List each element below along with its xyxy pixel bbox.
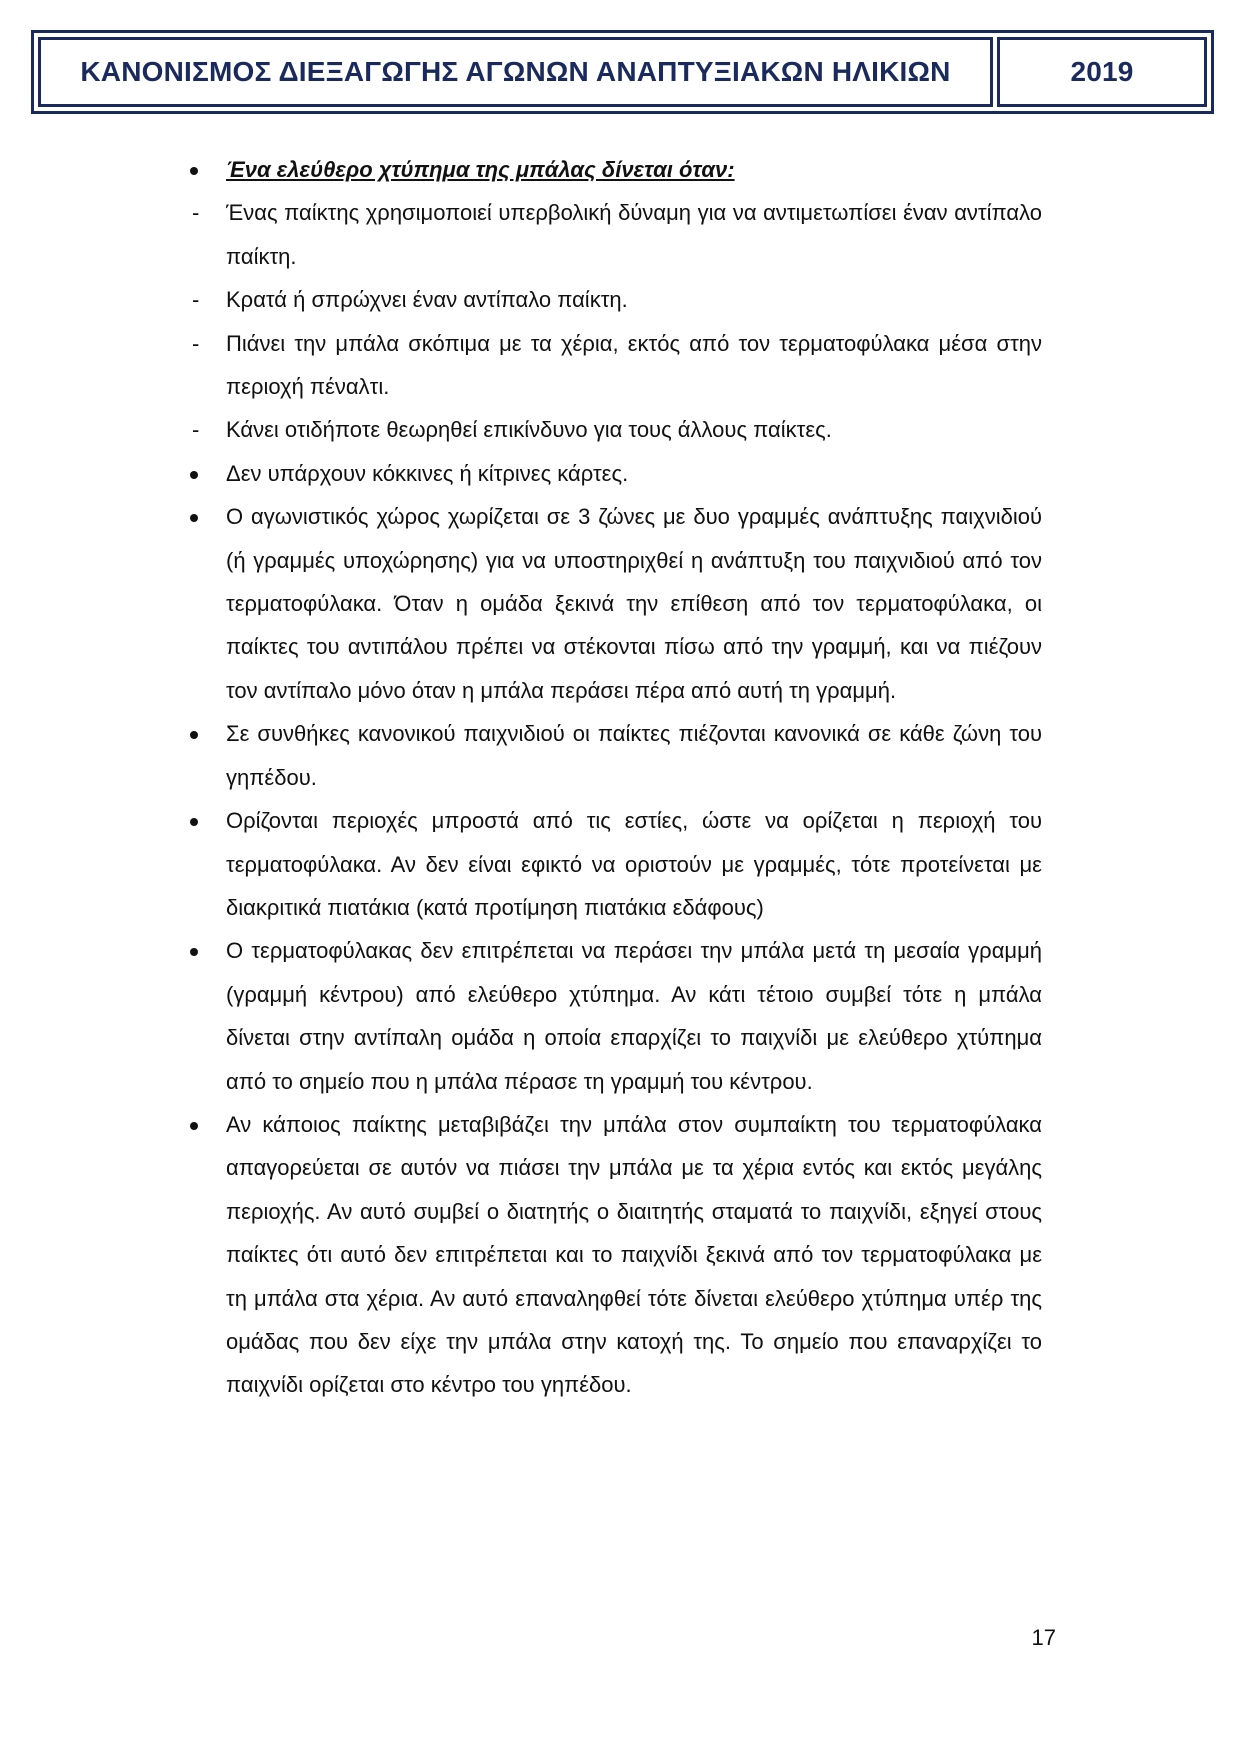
dash-item [190, 191, 1042, 278]
bullet-item-text: Σε συνθήκες κανονικού παιχνιδιού οι παίκτες πιέζονται κανονικά σε κάθε ζώνη του γηπέδου. [226, 721, 1042, 790]
page-number: 17 [1031, 1625, 1056, 1650]
bullet-icon [190, 818, 198, 826]
bullet-item-text: Ορίζονται περιοχές μπροστά από τις εστίες, ώστε να ορίζεται η περιοχή του τερματοφύλακα. Αν δεν είναι εφικτό να οριστούν με γραμμές, τότε προτείνεται με διακριτικά πιατάκια (κατά προτίμηση πιατάκια εδάφους) [226, 808, 1042, 920]
dash-icon: - [192, 200, 200, 226]
dash-icon: - [192, 287, 200, 313]
dash-item-text: Πιάνει την μπάλα σκόπιμα με τα χέρια, εκτός από τον τερματοφύλακα μέσα στην περιοχή πέναλτι. [226, 330, 1042, 400]
bullet-item [190, 1103, 1042, 1407]
free-kick-heading: Ένα ελεύθερο χτύπημα της μπάλας δίνεται όταν: [226, 157, 735, 182]
page-content [190, 148, 1042, 1407]
dash-item [190, 278, 1042, 321]
bullet-icon [190, 1122, 198, 1130]
bullet-item [190, 495, 1042, 712]
dash-icon: - [192, 417, 200, 443]
dash-icon: - [192, 330, 200, 356]
document-title: ΚΑΝΟΝΙΣΜΟΣ ΔΙΕΞΑΓΩΓΗΣ ΑΓΩΝΩΝ ΑΝΑΠΤΥΞΙΑΚΩΝ ΗΛΙΚΙΩΝ [38, 37, 993, 107]
dash-item-text: Κρατά ή σπρώχνει έναν αντίπαλο παίκτη. [226, 287, 628, 313]
bullet-item [190, 712, 1042, 799]
document-header [31, 30, 1214, 114]
document-year: 2019 [997, 37, 1207, 107]
bullet-item-free-kick-heading [190, 148, 1042, 191]
bullet-item-text: Ο αγωνιστικός χώρος χωρίζεται σε 3 ζώνες με δυο γραμμές ανάπτυξης παιχνιδιού (ή γραμμές υποχώρησης) για να υποστηριχθεί η ανάπτυξη του παιχνιδιού από τον τερματοφύλακα. Όταν η ομάδα ξεκινά την επίθεση από τον τερματοφύλακα, οι παίκτες του αντιπάλου πρέπει να στέκονται πίσω από την γραμμή, και να πιέζουν τον αντίπαλο μόνο όταν η μπάλα περάσει πέρα από αυτή τη γραμμή. [226, 504, 1042, 703]
bullet-icon [190, 471, 198, 479]
bullet-item [190, 799, 1042, 929]
dash-item [190, 322, 1042, 409]
dash-item-text: Ένας παίκτης χρησιμοποιεί υπερβολική δύναμη για να αντιμετωπίσει έναν αντίπαλο παίκτη. [226, 200, 1042, 269]
bullet-item-text: Δεν υπάρχουν κόκκινες ή κίτρινες κάρτες. [226, 460, 629, 486]
dash-item-text: Κάνει οτιδήποτε θεωρηθεί επικίνδυνο για τους άλλους παίκτες. [226, 417, 832, 443]
bullet-item-text: Αν κάποιος παίκτης μεταβιβάζει την μπάλα στον συμπαίκτη του τερματοφύλακα απαγορεύεται σε αυτόν να πιάσει την μπάλα με τα χέρια εντός και εκτός μεγάλης περιοχής. Αν αυτό συμβεί ο διατητής ο διαιτητής σταματά το παιχνίδι, εξηγεί στους παίκτες ότι αυτό δεν επιτρέπεται και το παιχνίδι ξεκινά από τον τερματοφύλακα με τη μπάλα στα χέρια. Αν αυτό επαναληφθεί τότε δίνεται ελεύθερο χτύπημα υπέρ της ομάδας που δεν είχε την μπάλα στην κατοχή της. Το σημείο που επαναρχίζει το παιχνίδι ορίζεται στο κέντρο του γηπέδου. [226, 1111, 1042, 1398]
bullet-item [190, 452, 1042, 495]
bullet-icon [190, 731, 198, 739]
bullet-item-text: Ο τερματοφύλακας δεν επιτρέπεται να περάσει την μπάλα μετά τη μεσαία γραμμή (γραμμή κέντρου) από ελεύθερο χτύπημα. Αν κάτι τέτοιο συμβεί τότε η μπάλα δίνεται στην αντίπαλη ομάδα η οποία επαρχίζει το παιχνίδι με ελεύθερο χτύπημα από το σημείο που η μπάλα πέρασε τη γραμμή του κέντρου. [226, 938, 1042, 1094]
bullet-icon [190, 948, 198, 956]
bullet-item [190, 929, 1042, 1103]
bullet-icon [190, 514, 198, 522]
dash-item [190, 408, 1042, 451]
bullet-icon [190, 167, 198, 175]
